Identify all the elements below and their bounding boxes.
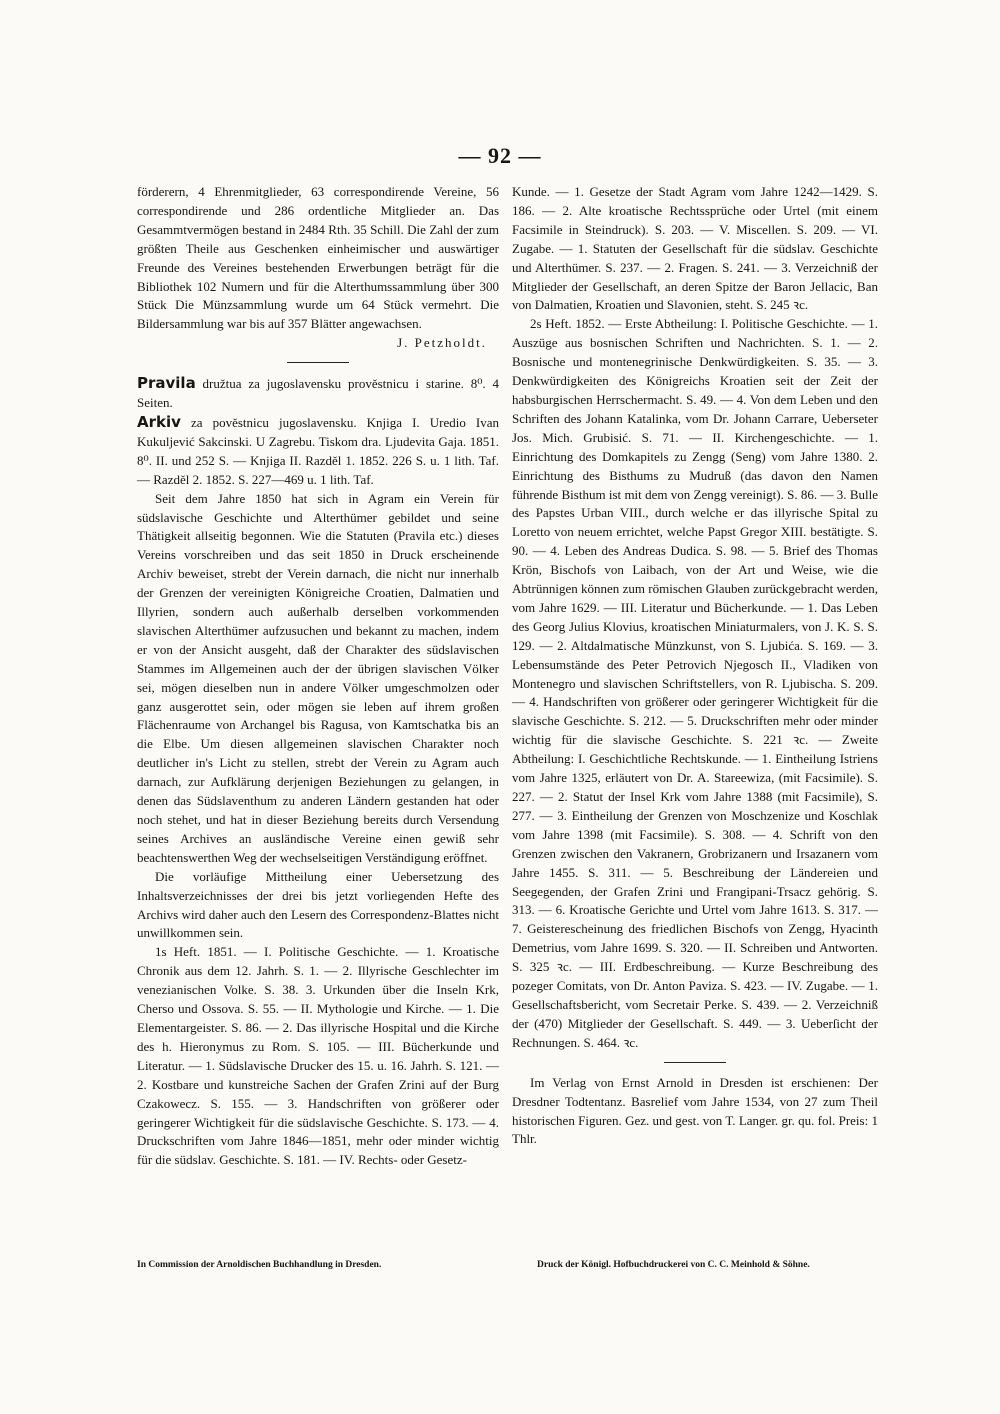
footer-printer: Druck der Königl. Hofbuchdruckerei von C. C. Meinhold & Söhne. xyxy=(537,1260,810,1270)
section-divider xyxy=(287,362,349,363)
book-title-pravila: Pravila xyxy=(137,374,196,393)
page-number: — 92 — xyxy=(458,143,542,168)
footer-commission: In Commission der Arnoldischen Buchhandlung in Dresden. xyxy=(137,1260,382,1270)
book-title-arkiv: Arkiv xyxy=(137,412,181,431)
review-paragraph-1: Seit dem Jahre 1850 hat sich in Agram ein Verein für südslavische Geschichte und Alterthümer gebildet und seine Thätigkeit allseitig begonnen. Wie die Statuten (Pravila etc.) dieses Vereins vorschreiben und das seit 1850 in Druck erscheinende Archiv beweiset, strebt der Verein darnach, die nicht nur innerhalb der Grenzen der vereinigten Königreiche Croatien, Dalmatien und Illyrien, sondern auch außerhalb derselben vorkommenden slavischen Alterthümer aufzusuchen und bekannt zu machen, indem er von der Ansicht ausgeht, daß der Charakter des südslavischen Stammes im Allgemeinen auch der der übrigen slavischen Völker sei, mögen dieselben nun in andere Völker umgeschmolzen oder ganz ausgerottet sein, oder mögen sie leben auf ihrem großen Flächenraume von Archangel bis Ragusa, von Kamtschatka bis an die Elbe. Um diesen allgemeinen slavischen Charakter noch deutlicher in's Licht zu stellen, strebt der Verein zu Agram auch darnach, zur Aufklärung derjenigen Beziehungen zu gelangen, in denen das Südslaventhum zu anderen Ländern gestanden hat oder noch stehet, und hat in dieser Beziehung bereits durch Versendung seines Archives an ausländische Vereine einen gewiß sehr beachtenswerthen Weg der wechselseitigen Verständigung eröffnet. xyxy=(137,490,499,865)
book-entry-arkiv xyxy=(137,413,499,490)
contents-heft-1: 1s Heft. 1851. — I. Politische Geschichte. — 1. Kroatische Chronik aus dem 12. Jahrh. S. 1. — 2. Illyrische Geschlechter im venezianischen Volke. S. 38. 3. Urkunden über die Inseln Krk, Cherso und Ossova. S. 55. — II. Mythologie und Kirche. — 1. Die Elementargeister. S. 86. — 2. Das illyrische Hospital und die Kirche des h. Hieronymus zu Rom. S. 105. — III. Bücherkunde und Literatur. — 1. Südslavische Drucker des 15. u. 16. Jahrh. S. 121. — 2. Kostbare und kunstreiche Sachen der Grafen Zrini auf der Burg Czakowecz. S. 155. — 3. Handschriften von größerer oder geringerer Wichtigkeit für die südslavische Geschichte. S. 173. — 4. Druckschriften vom Jahre 1846—1851, mehr oder minder wichtig für die südslav. Geschichte. S. 181. — IV. Rechts- oder Gesetz- xyxy=(137,944,499,1168)
section-divider-right xyxy=(664,1062,726,1063)
contents-heft-1-continued: Kunde. — 1. Gesetze der Stadt Agram vom Jahre 1242—1429. S. 186. — 2. Alte kroatische Rechtssprüche oder Urtel (mit einem Facsimile in Steindruck). S. 203. — V. Miscellen. S. 209. — VI. Zugabe. — 1. Statuten der Gesellschaft für die südslav. Geschichte und Alterthümer. S. 237. — 2. Fragen. S. 241. — 3. Verzeichniß der Mitglieder der Gesellschaft, an deren Spitze der Baron Jellacic, Ban von Dalmatien, Kroatien und Slavonien, steht. S. 245 ꝛc. xyxy=(512,184,878,313)
review-paragraph-2: Die vorläufige Mittheilung einer Uebersetzung des Inhaltsverzeichnisses der drei bis jetzt vorliegenden Hefte des Archivs wird daher auch den Lesern des Correspondenz-Blattes nicht unwillkommen sein. xyxy=(137,868,499,941)
left-column xyxy=(137,183,499,1170)
book-details-arkiv: za pověstnicu jugoslavensku. Knjiga I. Uredio Ivan Kukuljević Sakcinski. U Zagrebu. Tiskom dra. Ljudevita Gaja. 1851. 8⁰. II. und 252 S. — Knjiga II. Razděl 1. 1852. 226 S. u. 1 lith. Taf. — Razděl 2. 1852. S. 227—469 u. 1 lith. Taf. xyxy=(137,414,499,487)
signature: J. Petzholdt. xyxy=(397,335,487,351)
right-column xyxy=(512,183,878,1149)
intro-paragraph: förderern, 4 Ehrenmitglieder, 63 correspondirende Vereine, 56 correspondirende und 286 ordentliche Mitglieder an. Das Gesammtvermögen bestand in 2484 Rth. 35 Schill. Die Zahl der zum größten Theile aus Geschenken einheimischer und auswärtiger Freunde des Vereines bestehenden Erwerbungen beträgt für die Bibliothek 102 Numern und für die Alterthumssammlung über 300 Stück Die Münzsammlung wurde um 64 Stück vermehrt. Die Bildersammlung war bis auf 357 Blätter angewachsen. xyxy=(137,184,499,332)
contents-heft-2: 2s Heft. 1852. — Erste Abtheilung: I. Politische Geschichte. — 1. Auszüge aus bosnischen Schriften und Nachrichten. S. 1. — 2. Bosnische und montenegrinische Denkwürdigkeiten. S. 35. — 3. Denkwürdigkeiten des Königreichs Kroatien seit der Zeit der habsburgischen Herrschermacht. S. 49. — 4. Von dem Leben und den Schriften des Johann Katalinkа, vom Dr. Johann Carrare, Ueberseter Jos. Mich. Grubisić. S. 71. — II. Kirchengeschichte. — 1. Einrichtung des Domkapitels zu Zengg (Seng) vom Jahre 1380. 2. Einrichtung des Bisthums zu Mudruß (das davon den Namen führende Bisthum ist mit dem von Zengg vereinigt). S. 86. — 3. Bulle des Papstes Urban VIII., durch welche er das illyrische Spital zu Loretto von neuem errichtet, welche Papst Gregor XIII. bestätigte. S. 90. — 4. Leben des Andreas Dudica. S. 98. — 5. Brief des Thomas Krön, Bischofs von Laibach, von der Art und Weise, wie die Abtrünnigen können zum römischen Glauben zurückgebracht werden, vom Jahre 1629. — III. Literatur und Bücherkunde. — 1. Das Leben des Georg Julius Klovius, kroatischen Miniaturmalers, von J. K. S. S. 129. — 2. Altdalmatische Münzkunst, von S. Ljubića. S. 169. — 3. Lebensumstände des Peter Petrovich Njegosch II., Vladiken von Montenegro und slavischen Schriftstellers, von R. Ljubischa. S. 209. — 4. Handschriften von größerer oder geringerer Wichtigkeit für die slavische Geschichte. S. 212. — 5. Druckschriften mehr oder minder wichtig für die slavische Geschichte. S. 221 ꝛc. — Zweite Abtheilung: I. Geschichtliche Rechtskunde. — 1. Eintheilung Istriens vom Jahre 1325, erläutert von Dr. A. Stareewiza, (mit Facsimile). S. 227. — 2. Statut der Insel Krk vom Jahre 1388 (mit Facsimile), S. 277. — 3. Eintheilung der Grenzen von Moschzenize und Koschlak vom Jahre 1398 (mit Facsimile). S. 308. — 4. Schrift von den Grenzen zwischen den Vakranern, Grobrizanern und Irsazanern vom Jahre 1455. S. 311. — 5. Beschreibung der Ländereien und Seegegenden, der Grafen Zrini und Frangipani-Trsacz gehörig. S. 313. — 6. Kroatische Gerichte und Urtel vom Jahre 1613. S. 317. — 7. Geisterescheinung des friedlichen Bischofs von Zengg, Hyacinth Demetrius, vom Jahre 1699. S. 320. — II. Schreiben und Antworten. S. 325 ꝛc. — III. Erdbeschreibung. — Kurze Beschreibung des pozeger Comitats, von Dr. Anton Paviza. S. 423. — IV. Zugabe. — 1. Gesellschaftsbericht, vom Secretair Perke. S. 439. — 2. Verzeichniß der (470) Mitglieder der Gesellschaft. S. 449. — 3. Ueberſicht der Rechnungen. S. 464. ꝛc. xyxy=(512,316,878,1050)
book-entry-pravila xyxy=(137,374,499,413)
publisher-notice: Im Verlag von Ernst Arnold in Dresden ist erschienen: Der Dresdner Todtentanz. Basrelief vom Jahre 1534, von 27 zum Theil historischen Figuren. Gez. und gest. von T. Langer. gr. qu. fol. Preis: 1 Thlr. xyxy=(512,1074,878,1147)
book-details-pravila: družtua za jugoslavensku prověstnicu i starine. 8⁰. 4 Seiten. xyxy=(137,376,499,411)
